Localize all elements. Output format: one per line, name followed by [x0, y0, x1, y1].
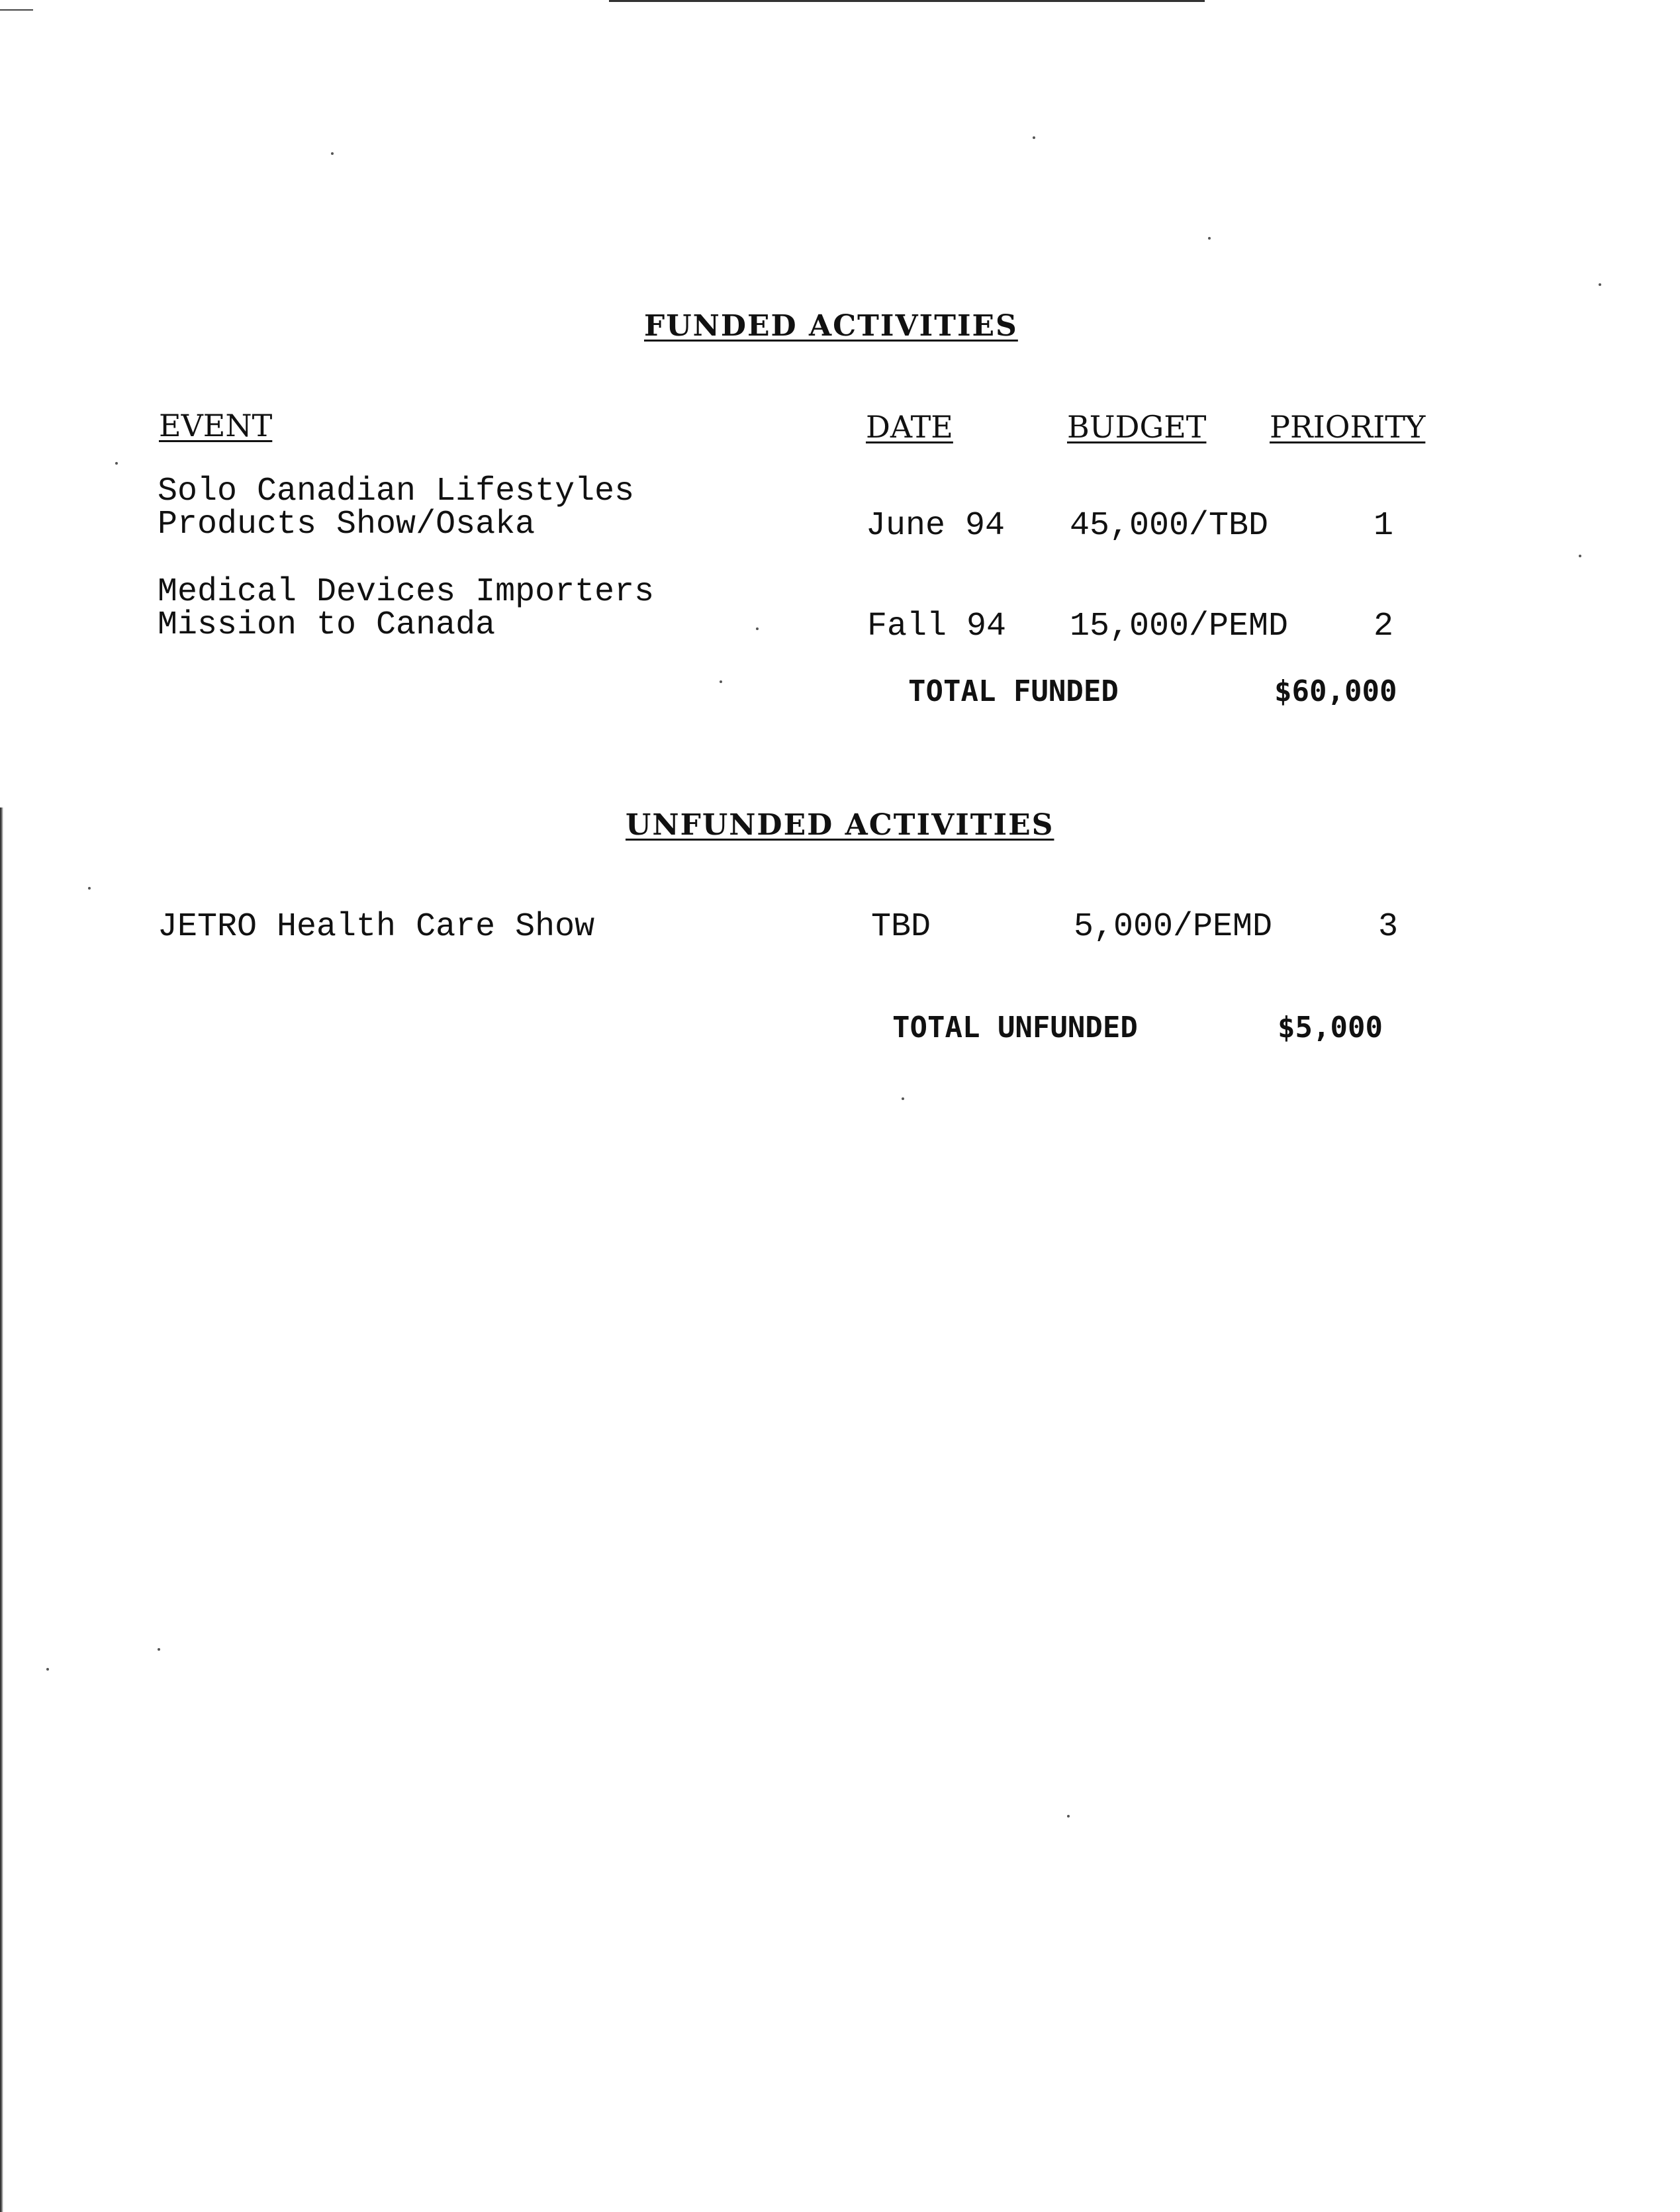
scan-speck [1599, 283, 1601, 286]
scan-rule-top [609, 0, 1205, 2]
funded-total-label: TOTAL FUNDED [908, 674, 1119, 708]
funded-heading: FUNDED ACTIVITIES [644, 309, 1018, 343]
scan-speck [158, 1648, 160, 1651]
funded-total-value: $60,000 [1274, 674, 1397, 708]
scan-speck [720, 680, 722, 683]
column-header-budget: BUDGET [1067, 409, 1207, 445]
funded-row-1-budget: 45,000/TBD [1070, 507, 1269, 545]
scan-speck [115, 462, 118, 465]
funded-row-2-priority: 2 [1374, 608, 1394, 645]
funded-row-2-budget: 15,000/PEMD [1070, 608, 1289, 645]
scan-speck [46, 1668, 49, 1671]
scan-edge-left [0, 807, 3, 2212]
scan-speck [902, 1097, 904, 1100]
unfunded-row-1-event: JETRO Health Care Show [158, 908, 595, 946]
unfunded-total-label: TOTAL UNFUNDED [892, 1011, 1138, 1044]
column-header-date: DATE [866, 409, 953, 445]
scan-speck [756, 627, 759, 630]
column-header-priority: PRIORITY [1270, 409, 1426, 445]
funded-row-2-event-line1: Medical Devices Importers [158, 573, 655, 611]
unfunded-row-1-date: TBD [871, 908, 931, 946]
unfunded-row-1-priority: 3 [1378, 908, 1399, 946]
scan-speck [1208, 237, 1211, 240]
scan-speck [331, 152, 334, 155]
scan-rule-corner [0, 9, 33, 11]
scan-speck [1033, 136, 1035, 139]
scan-speck [1579, 555, 1581, 557]
column-header-event: EVENT [159, 408, 273, 443]
unfunded-total-value: $5,000 [1278, 1011, 1383, 1044]
scan-speck [1067, 1815, 1070, 1818]
funded-row-1-date: June 94 [866, 507, 1005, 545]
funded-row-2-date: Fall 94 [867, 608, 1007, 645]
funded-row-1-event-line2: Products Show/Osaka [158, 506, 536, 543]
unfunded-row-1-budget: 5,000/PEMD [1074, 908, 1273, 946]
funded-row-1-priority: 1 [1374, 507, 1394, 545]
unfunded-heading: UNFUNDED ACTIVITIES [626, 808, 1054, 842]
funded-row-2-event-line2: Mission to Canada [158, 606, 496, 644]
funded-row-1-event-line1: Solo Canadian Lifestyles [158, 473, 635, 510]
scan-speck [88, 887, 91, 890]
